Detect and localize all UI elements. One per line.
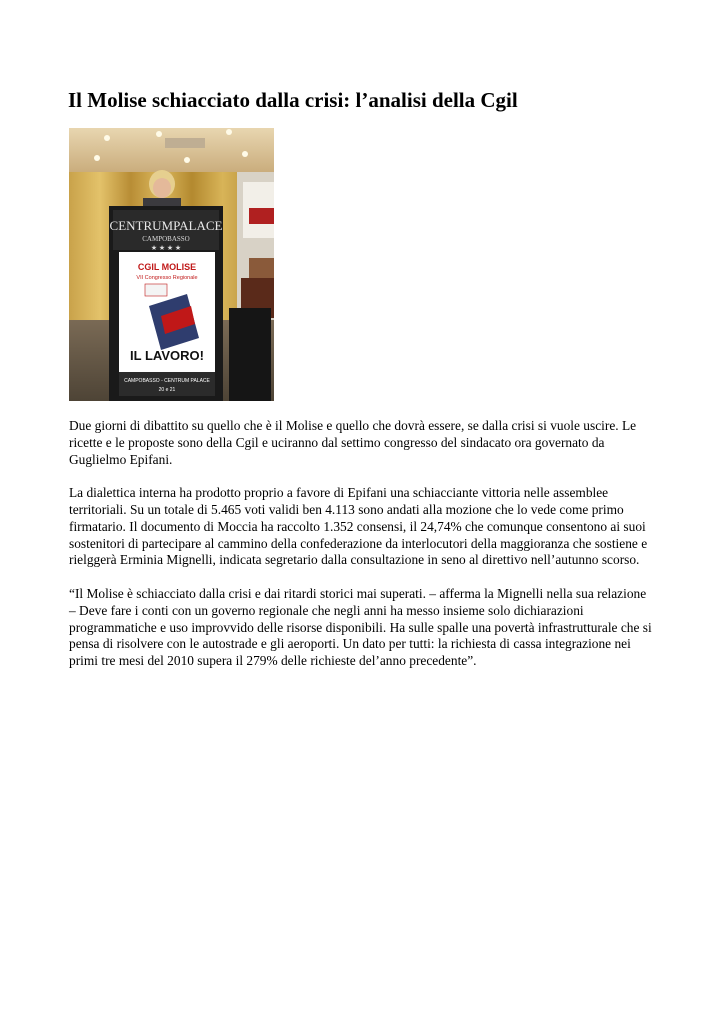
podium-city: CAMPOBASSO [142, 235, 190, 243]
poster-subtitle: VII Congresso Regionale [136, 275, 198, 281]
article-photo [69, 128, 274, 401]
poster-footer: CAMPOBASSO - CENTRUM PALACE [124, 378, 210, 384]
poster-title: CGIL MOLISE [137, 262, 197, 272]
poster-slogan: IL LAVORO! [130, 348, 204, 363]
podium-brand: CENTRUMPALACE [109, 218, 223, 233]
article-paragraph: “Il Molise è schiacciato dalla crisi e dai ritardi storici mai superati. – afferma la Mignelli nella sua relazione – Deve fare i conti con un governo regionale che negli anni ha messo insieme solo dichiarazioni programmatiche e uso improvvido delle risorse disponibili. Ha sulle spalle una povertà infrastrutturale che si pensa di risolvere con le autostrade e gli aeroporti. Un dato per tutti: la richiesta di cassa integrazione nei primi tre mesi del 2010 supera il 279% delle richieste del’anno precedente”. [69, 585, 652, 669]
article-paragraph: La dialettica interna ha prodotto proprio a favore di Epifani una schiacciante vittoria nelle assemblee territoriali. Su un totale di 5.465 voti validi ben 4.113 sono andati alla mozione che lo vede come primo firmatario. Il documento di Moccia ha raccolto 1.352 consensi, il 24,74% che comunque consentono ai suoi sostenitori di partecipare al cammino della confederazione da interlocutori della maggioranza che sostiene e rielggerà Erminia Mignelli, indicata segretario dalla consultazione in seno al direttivo nell’autunno scorso. [69, 485, 648, 568]
poster-dates: 20 e 21 [158, 387, 176, 393]
conference-speaker-photo-icon [69, 128, 274, 401]
article-body [69, 418, 655, 687]
svg-text:★ ★ ★ ★: ★ ★ ★ ★ [150, 244, 182, 252]
article-paragraph: Due giorni di dibattito su quello che è il Molise e quello che dovrà essere, se dalla crisi si vuole uscire. Le ricette e le proposte sono della Cgil e uciranno dal settimo congresso del sindacato ora governato da Guglielmo Epifani. [69, 418, 637, 467]
article-title: Il Molise schiacciato dalla crisi: l’analisi della Cgil [68, 88, 518, 112]
